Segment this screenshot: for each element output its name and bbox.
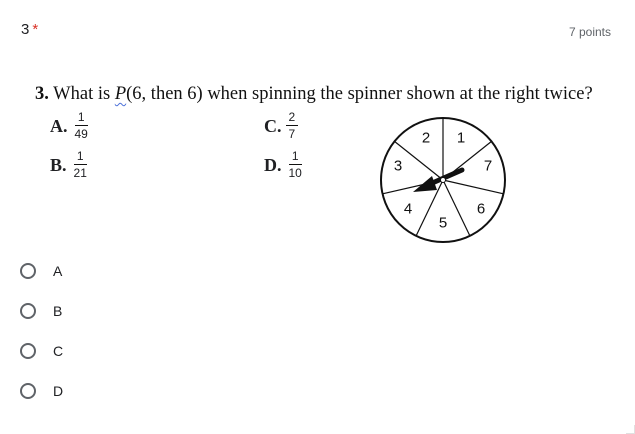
choice-fraction (286, 150, 305, 180)
card-corner (626, 425, 635, 434)
option-b[interactable] (20, 303, 62, 319)
fraction-denominator: 49 (74, 127, 88, 141)
spinner-section-label: 6 (476, 200, 486, 218)
answer-choice-a (50, 111, 91, 141)
required-asterisk: * (32, 21, 39, 38)
choice-letter: C. (264, 115, 282, 136)
prompt-text-start: What is (48, 84, 115, 104)
option-c[interactable] (20, 343, 63, 359)
fraction-numerator: 1 (289, 150, 302, 165)
option-label: C (53, 343, 64, 359)
choice-letter: B. (50, 154, 67, 175)
option-label: B (53, 303, 63, 319)
radio-button[interactable] (20, 263, 36, 279)
spinner-section-label: 3 (393, 157, 403, 175)
points-label: 7 points (568, 25, 611, 39)
choice-fraction (286, 111, 299, 141)
question-number (21, 21, 38, 38)
spinner-section-label: 7 (483, 157, 493, 175)
fraction-denominator: 10 (288, 166, 302, 180)
choice-fraction (72, 111, 91, 141)
option-a[interactable] (20, 263, 62, 279)
radio-button[interactable] (20, 383, 36, 399)
fraction-denominator: 7 (288, 127, 296, 141)
radio-button[interactable] (20, 303, 36, 319)
choice-fraction (71, 150, 90, 180)
option-d[interactable] (20, 383, 63, 399)
answer-choice-c (264, 111, 298, 141)
spinner-section-label: 5 (438, 214, 448, 232)
fraction-numerator: 2 (286, 111, 299, 126)
spinner-section-label: 4 (403, 200, 413, 218)
choice-letter: A. (50, 115, 68, 136)
spinner-section-label: 2 (421, 129, 431, 147)
choice-letter: D. (264, 154, 282, 175)
spinner-section-label: 1 (456, 129, 466, 147)
radio-button[interactable] (20, 343, 36, 359)
prompt-probability-symbol: P (114, 84, 127, 104)
answer-choice-d (264, 150, 305, 180)
spinner-diagram (378, 115, 508, 245)
prompt-number: 3. (35, 84, 49, 104)
option-label: D (53, 383, 64, 399)
option-label: A (53, 263, 63, 279)
fraction-numerator: 1 (74, 150, 87, 165)
fraction-denominator: 21 (73, 166, 87, 180)
prompt-text-end: (6, then 6) when spinning the spinner shown at the right twice? (126, 84, 593, 104)
question-number-text: 3 (21, 21, 30, 38)
answer-choice-b (50, 150, 90, 180)
fraction-numerator: 1 (75, 111, 88, 126)
question-prompt (35, 84, 615, 105)
